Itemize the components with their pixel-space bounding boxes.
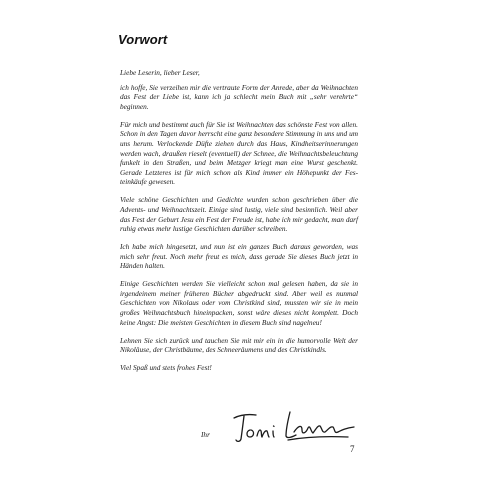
signature-block — [120, 406, 360, 446]
greeting-line: Liebe Leserin, lieber Leser, — [120, 68, 200, 77]
paragraph-2: Für mich und bestimmt auch für Sie ist Weihnachten das schönste Fest von allen. Schon in den Tagen davor herrscht eine ganz besondere Stimmung in uns und um uns herum. Verlockende Düfte ziehen durch das Haus, Kindheitserinnerungen werden wach, draußen rieselt (eventuell) der Schnee, die Weihnachtsbeleuchtung funkelt in den Straßen, und beim Metzger kriegt man eine Wurst geschenkt. Gerade Letzteres ist für mich schon als Kind immer ein Höhepunkt der Festeinkäufe gewesen. — [120, 119, 358, 187]
foreword-text — [120, 68, 358, 373]
paragraph-4: Ich habe mich hingesetzt, und nun ist ein ganzes Buch daraus geworden, was mich sehr freut. Noch mehr freut es mich, dass gerade Sie dieses Buch jetzt in Händen halten. — [120, 242, 358, 271]
paragraph-5: Einige Geschichten werden Sie vielleicht schon mal gelesen haben, da sie in irgendeinem meiner früheren Bücher abgedruckt sind. Aber weil es nunmal Geschichten von Nikolaus oder vom Christkind sind, mussten wir sie in mein großes Weihnachtsbuch hineinpacken, sonst wäre dieses nicht komplett. Doch keine Angst: Die meisten Geschichten in diesem Buch sind nagelneu! — [120, 279, 358, 327]
handwritten-signature — [230, 406, 360, 446]
paragraph-3: Viele schöne Geschichten und Gedichte wurden schon geschrieben über die Advents- und Weihnachtszeit. Einige sind lustig, viele sind besinnlich. Weil aber das Fest der Geburt Jesu ein Fest der Freude ist, habe ich mir gedacht, man darf ruhig etwas mehr lustige Geschichten darüber schreiben. — [120, 195, 358, 234]
page-heading: Vorwort — [118, 32, 168, 47]
sign-off: Ihr — [201, 430, 210, 439]
paragraph-6: Lehnen Sie sich zurück und tauchen Sie mit mir ein in die humorvolle Welt der Nikoläuse, der Christbäume, des Schneeräumens und des Christkindls. — [120, 335, 358, 355]
closing-line: Viel Spaß und stets frohes Fest! — [120, 363, 212, 373]
paragraph-1: ich hoffe, Sie verzeihen mir die vertraute Form der Anrede, aber da Weihnachten das Fest der Liebe ist, kann ich ja schlecht mein Buch mit „sehr verehrte“ beginnen. — [120, 82, 358, 111]
page-number: 7 — [350, 444, 355, 454]
